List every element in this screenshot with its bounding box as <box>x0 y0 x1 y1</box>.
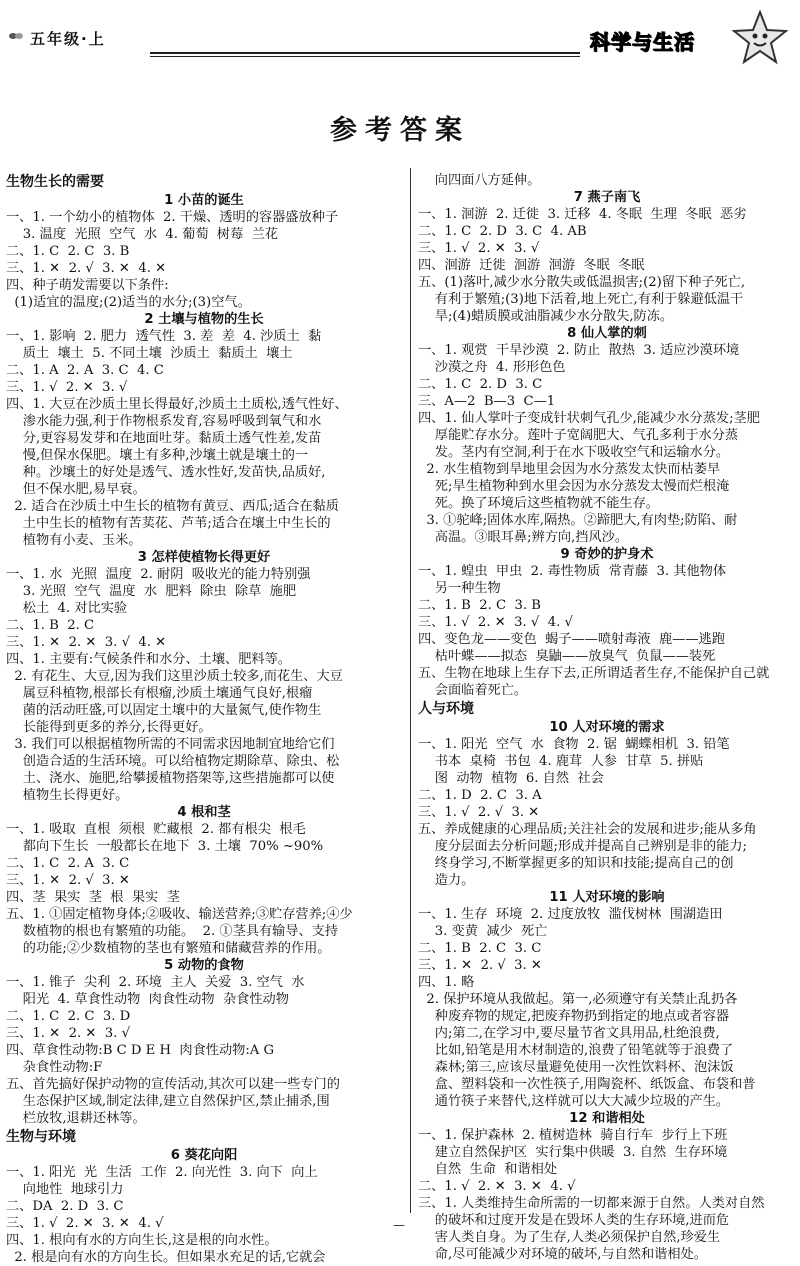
answer-line: 害人类自身。为了生存,人类必须保护自然,珍爱生 <box>418 1230 721 1245</box>
answer-line: 发。茎内有空洞,利于在水下吸收空气和运输水分。 <box>418 445 730 460</box>
answer-line: 三、1. 人类维持生命所需的一切都来源于自然。人类对自然 <box>418 1196 765 1211</box>
lesson-title: 6 葵花向阳 <box>170 1148 238 1163</box>
answer-line: 数植物的根也有繁殖的功能。 2. ①茎具有输导、支持 <box>6 924 339 939</box>
answer-line: 二、1. C 2. D 3. C 4. AB <box>418 224 587 239</box>
answer-line: 盒、塑料袋和一次性筷子,用陶瓷杯、纸饭盒、布袋和普 <box>418 1077 756 1092</box>
lesson-title: 10 人对环境的需求 <box>549 720 665 735</box>
page-header <box>0 0 800 70</box>
answer-line: 栏放牧,退耕还林等。 <box>6 1111 146 1126</box>
answer-line: 三、1. √ 2. ✕ 3. √ <box>6 380 128 395</box>
answer-line: 二、1. C 2. D 3. C <box>418 377 543 392</box>
answer-line: 四、茎 果实 茎 根 果实 茎 <box>6 890 180 905</box>
star-mascot-icon <box>732 10 788 66</box>
answer-line: 的功能;②少数植物的茎也有繁殖和储藏营养的作用。 <box>6 941 331 956</box>
answer-line: 一、1. 影响 2. 肥力 透气性 3. 差 差 4. 沙质土 黏 <box>6 329 322 344</box>
lesson-title: 4 根和茎 <box>177 805 231 820</box>
answer-line: 土、浇水、施肥,给攀援植物搭架等,这些措施都可以使 <box>6 771 335 786</box>
answer-line: 三、1. ✕ 2. ✕ 3. √ <box>6 1026 130 1041</box>
answer-line: 四、1. 主要有:气候条件和水分、土壤、肥料等。 <box>6 652 291 667</box>
answer-line: 都向下生长 一般都长在地下 3. 土壤 70% ~90% <box>6 839 324 854</box>
answer-line: 造力。 <box>418 873 475 888</box>
header-rule-thin <box>150 56 580 57</box>
page-number: — <box>393 1218 405 1232</box>
answer-line: 二、1. D 2. C 3. A <box>418 788 542 803</box>
answer-line: 一、1. 生存 环境 2. 过度放牧 滥伐树林 围湖造田 <box>418 907 723 922</box>
answer-line: 一、1. 洄游 2. 迁徙 3. 迁移 4. 冬眠 生理 冬眠 恶劣 <box>418 207 747 222</box>
answer-line: 二、1. A 2. A 3. C 4. C <box>6 363 164 378</box>
answer-line: 五、(1)落叶,减少水分散失或低温损害;(2)留下种子死亡, <box>418 275 746 290</box>
brand-title: 科学与生活 <box>590 30 695 54</box>
answer-line: 死。换了环境后这些植物就不能生存。 <box>418 496 659 511</box>
answer-line: 二、1. C 2. A 3. C <box>6 856 130 871</box>
answer-line: 二、1. B 2. C <box>6 618 95 633</box>
answer-line: 森林;第三,应该尽量避免使用一次性饮料杯、泡沫饭 <box>418 1060 734 1075</box>
answer-line: 植物有小麦、玉米。 <box>6 533 142 548</box>
answer-line: 二、1. C 2. C 3. D <box>6 1009 131 1024</box>
lesson-title: 7 燕子南飞 <box>573 190 641 205</box>
answer-line: 杂食性动物:F <box>6 1060 103 1075</box>
lesson-title: 1 小苗的诞生 <box>164 193 244 208</box>
lesson-title: 9 奇妙的护身术 <box>560 547 654 562</box>
answer-line: 分,更容易发芽和在地面吐芽。黏质土透气性差,发苗 <box>6 431 322 446</box>
answer-line: 长能得到更多的养分,长得更好。 <box>6 720 212 735</box>
answer-line: 三、1. ✕ 2. √ 3. ✕ 4. ✕ <box>6 261 167 276</box>
answer-line: 一、1. 蝗虫 甲虫 2. 毒性物质 常青藤 3. 其他物体 <box>418 564 727 579</box>
answer-line: 书本 桌椅 书包 4. 鹿茸 人参 甘草 5. 拼贴 <box>418 754 704 769</box>
answer-line: 度分层面去分析问题;形成并提高自己辨别是非的能力; <box>418 839 747 854</box>
left-column <box>6 172 402 1266</box>
answer-line: 四、1. 略 <box>418 975 475 990</box>
lesson-title: 3 怎样使植物长得更好 <box>137 550 271 565</box>
answer-line: 旱;(4)蜡质膜或油脂减少水分散失,防冻。 <box>418 309 674 324</box>
answer-line: 建立自然保护区 实行集中供暖 3. 自然 生存环境 <box>418 1145 728 1160</box>
answer-line: 质土 壤土 5. 不同土壤 沙质土 黏质土 壤土 <box>6 346 293 361</box>
answer-line: 一、1. 锥子 尖利 2. 环境 主人 关爱 3. 空气 水 <box>6 975 305 990</box>
answer-line: 3. ①驼峰;固体水库,隔热。②蹄肥大,有肉垫;防陷、耐 <box>418 513 738 528</box>
answer-line: 死;旱生植物种到水里会因为水分蒸发太慢而烂根淹 <box>418 479 730 494</box>
answer-line: (1)适宜的温度;(2)适当的水分;(3)空气。 <box>6 295 251 310</box>
answer-line: 3. 温度 光照 空气 水 4. 葡萄 树莓 兰花 <box>6 227 279 242</box>
answer-line: 通竹筷子来替代,这样就可以大大减少垃圾的产生。 <box>418 1094 730 1109</box>
answer-line: 三、1. ✕ 2. √ 3. ✕ <box>6 873 130 888</box>
answer-line: 慢,但保水保肥。壤土有多种,沙壤土就是壤土的一 <box>6 448 309 463</box>
answer-line: 一、1. 水 光照 温度 2. 耐阴 吸收光的能力特别强 <box>6 567 311 582</box>
answer-line: 四、变色龙——变色 蝎子——喷射毒液 鹿——逃跑 <box>418 632 725 647</box>
answer-line: 一、1. 保护森林 2. 植树造林 骑自行车 步行上下班 <box>418 1128 728 1143</box>
lesson-title: 2 土壤与植物的生长 <box>144 312 264 327</box>
answer-line: 高温。③眼耳鼻;辨方向,挡风沙。 <box>418 530 629 545</box>
grade-label: 五年级·上 <box>30 30 106 48</box>
answer-line: 2. 有花生、大豆,因为我们这里沙质土较多,而花生、大豆 <box>6 669 343 684</box>
answer-line: 命,尽可能减少对环境的破坏,与自然和谐相处。 <box>418 1247 707 1262</box>
answer-line: 五、生物在地球上生存下去,正所谓适者生存,不能保护自己就 <box>418 666 770 681</box>
answer-line: 四、1. 仙人掌叶子变成针状刺气孔少,能减少水分蒸发;茎肥 <box>418 411 760 426</box>
answer-line: 3. 我们可以根据植物所需的不同需求因地制宜地给它们 <box>6 737 335 752</box>
section-heading: 生物生长的需要 <box>6 174 104 190</box>
answer-line: 四、1. 大豆在沙质土里长得最好,沙质土土质松,透气性好、 <box>6 397 348 412</box>
answer-line: 四、1. 根向有水的方向生长,这是根的向水性。 <box>6 1233 278 1248</box>
column-divider <box>410 168 411 1213</box>
answer-line: 四、草食性动物:B C D E H 肉食性动物:A G <box>6 1043 275 1058</box>
answer-line: 一、1. 阳光 光 生活 工作 2. 向光性 3. 向下 向上 <box>6 1165 318 1180</box>
header-rule <box>150 52 580 54</box>
answer-line: 沙漠之舟 4. 形形色色 <box>418 360 566 375</box>
answer-line: 图 动物 植物 6. 自然 社会 <box>418 771 604 786</box>
page-title: 参考答案 <box>330 115 470 146</box>
answer-line: 另一种生物 <box>418 581 501 596</box>
answer-line: 生态保护区域,制定法律,建立自然保护区,禁止捕杀,围 <box>6 1094 330 1109</box>
answer-line: 三、1. ✕ 2. √ 3. ✕ <box>418 958 542 973</box>
answer-line: 五、1. ①固定植物身体;②吸收、输送营养;③贮存营养;④少 <box>6 907 353 922</box>
answer-line: 渗水能力强,利于作物根系发育,容易呼吸到氧气和水 <box>6 414 322 429</box>
right-column <box>418 172 796 1263</box>
answer-line: 松土 4. 对比实验 <box>6 601 128 616</box>
answer-line: 二、1. √ 2. ✕ 3. ✕ 4. √ <box>418 1179 576 1194</box>
section-heading: 生物与环境 <box>6 1129 76 1145</box>
leaf-icon <box>8 30 24 42</box>
answer-line: 二、DA 2. D 3. C <box>6 1199 124 1214</box>
answer-line: 一、1. 观赏 干旱沙漠 2. 防止 散热 3. 适应沙漠环境 <box>418 343 740 358</box>
answer-line: 二、1. C 2. C 3. B <box>6 244 130 259</box>
lesson-title: 12 和谐相处 <box>569 1111 645 1126</box>
answer-line: 三、1. √ 2. ✕ 3. ✕ 4. √ <box>6 1216 164 1231</box>
answer-line: 种。沙壤土的好处是透气、透水性好,发苗快,品质好, <box>6 465 326 480</box>
answer-line: 厚能贮存水分。莲叶子宽阔肥大、气孔多利于水分蒸 <box>418 428 739 443</box>
answer-line: 3. 光照 空气 温度 水 肥料 除虫 除草 施肥 <box>6 584 297 599</box>
answer-line: 四、种子萌发需要以下条件: <box>6 278 169 293</box>
answer-line: 二、1. B 2. C 3. B <box>418 598 541 613</box>
answer-line: 五、养成健康的心理品质;关注社会的发展和进步;能从多角 <box>418 822 757 837</box>
answer-line: 三、A—2 B—3 C—1 <box>418 394 556 409</box>
section-heading: 人与环境 <box>418 701 474 717</box>
answer-line: 土中生长的植物有苦荬花、芦苇;适合在壤土中生长的 <box>6 516 331 531</box>
answer-line: 二、1. B 2. C 3. C <box>418 941 542 956</box>
answer-line: 枯叶蝶——拟态 臭鼬——放臭气 负鼠——装死 <box>418 649 716 664</box>
answer-line: 一、1. 一个幼小的植物体 2. 干燥、透明的容器盛放种子 <box>6 210 339 225</box>
answer-line: 菌的活动旺盛,可以固定土壤中的大量氮气,使作物生 <box>6 703 322 718</box>
answer-line: 但不保水肥,易早衰。 <box>6 482 146 497</box>
answer-line: 的破坏和过度开发是在毁坏人类的生存环境,进而危 <box>418 1213 730 1228</box>
lesson-title: 5 动物的食物 <box>164 958 244 973</box>
answer-line: 三、1. √ 2. ✕ 3. √ 4. √ <box>418 615 573 630</box>
answer-line: 2. 保护环境从我做起。第一,必须遵守有关禁止乱扔各 <box>418 992 738 1007</box>
answer-line: 三、1. ✕ 2. ✕ 3. √ 4. ✕ <box>6 635 167 650</box>
answer-line: 五、首先搞好保护动物的宣传活动,其次可以建一些专门的 <box>6 1077 340 1092</box>
answer-line: 三、1. √ 2. ✕ 3. √ <box>418 241 540 256</box>
answer-line: 一、1. 阳光 空气 水 食物 2. 锯 蝴蝶相机 3. 铅笔 <box>418 737 730 752</box>
answer-line: 向地性 地球引力 <box>6 1182 124 1197</box>
answer-line: 2. 水生植物到旱地里会因为水分蒸发太快而枯萎早 <box>418 462 721 477</box>
answer-line: 种废弃物的规定,把废弃物扔到指定的地点或者容器 <box>418 1009 730 1024</box>
answer-line: 三、1. √ 2. √ 3. ✕ <box>418 805 540 820</box>
answer-line: 属豆科植物,根部长有根瘤,沙质土壤通气良好,根瘤 <box>6 686 313 701</box>
answer-line: 比如,铅笔是用木材制造的,浪费了铅笔就等于浪费了 <box>418 1043 734 1058</box>
answer-line: 2. 根是向有水的方向生长。但如果水充足的话,它就会 <box>6 1250 326 1265</box>
answer-line: 终身学习,不断掌握更多的知识和技能;提高自己的创 <box>418 856 734 871</box>
answer-line: 自然 生命 和谐相处 <box>418 1162 558 1177</box>
lesson-title: 8 仙人掌的刺 <box>567 326 647 341</box>
answer-line: 一、1. 吸取 直根 须根 贮藏根 2. 都有根尖 根毛 <box>6 822 306 837</box>
answer-line: 内;第二,在学习中,要尽量节省文具用品,杜绝浪费, <box>418 1026 720 1041</box>
answer-line: 阳光 4. 草食性动物 肉食性动物 杂食性动物 <box>6 992 289 1007</box>
answer-line: 四、洄游 迁徙 洄游 洄游 冬眠 冬眠 <box>418 258 645 273</box>
answer-line: 会面临着死亡。 <box>418 683 528 698</box>
answer-line: 创造合适的生活环境。可以给植物定期除草、除虫、松 <box>6 754 340 769</box>
answer-line: 植物生长得更好。 <box>6 788 129 803</box>
answer-line: 有利于繁殖;(3)地下活着,地上死亡,有利于躲避低温干 <box>418 292 744 307</box>
answer-line: 向四面八方延伸。 <box>418 173 541 188</box>
answer-line: 3. 变黄 减少 死亡 <box>418 924 548 939</box>
answer-line: 2. 适合在沙质土中生长的植物有黄豆、西瓜;适合在黏质 <box>6 499 339 514</box>
lesson-title: 11 人对环境的影响 <box>549 890 665 905</box>
